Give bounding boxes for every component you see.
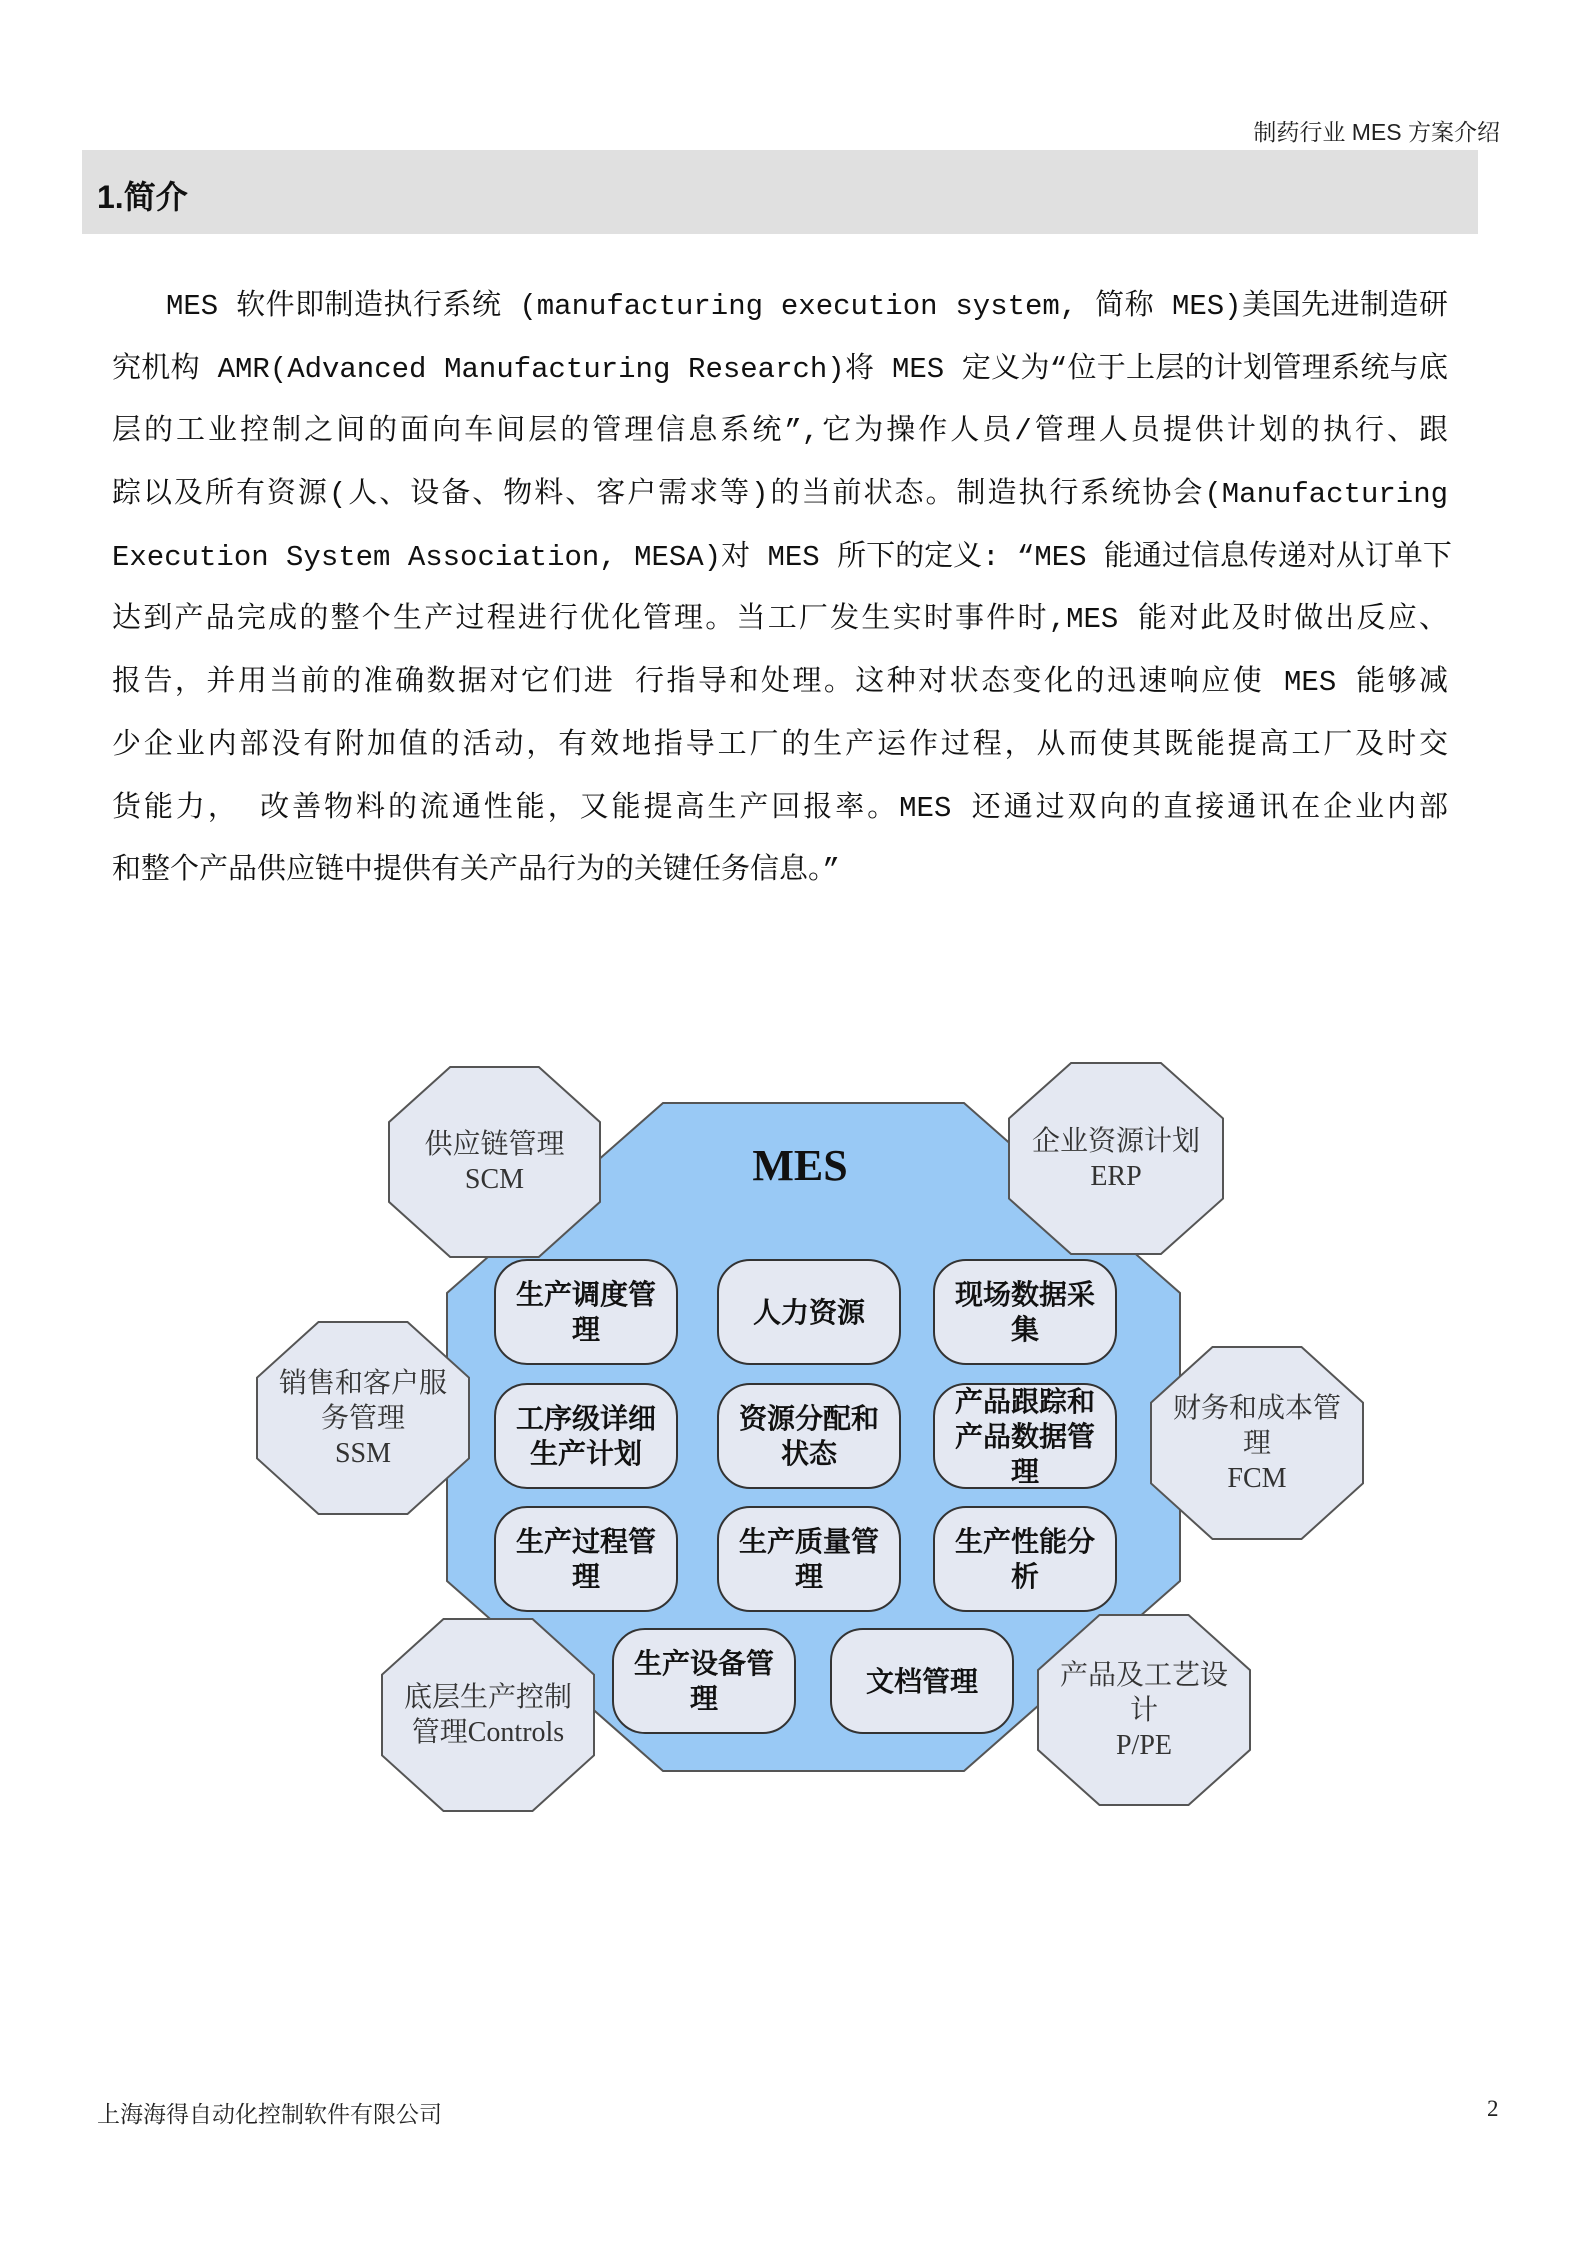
outer-label-controls	[382, 1619, 594, 1811]
label-line: 管理Controls	[411, 1717, 565, 1748]
label-line: ERP	[1090, 1160, 1142, 1192]
paragraph-line: 踪以及所有资源(人、设备、物料、客户需求等)的当前状态。制造执行系统协会(Manufacturing	[112, 478, 1448, 512]
label-line: SSM	[334, 1437, 392, 1469]
paragraph-line: 究机构 AMR(Advanced Manufacturing Research)将 MES 定义为“位于上层的计划管理系统与底	[112, 352, 1448, 386]
mes-title: MES	[752, 1140, 848, 1190]
mes-function-label: 工序级详细生产计划	[515, 1402, 656, 1470]
mes-function-label: 人力资源	[752, 1295, 865, 1329]
label-line: SCM	[464, 1164, 525, 1195]
outer-label-scm	[389, 1067, 600, 1257]
outer-label-ppe	[1038, 1615, 1250, 1805]
outer-label-ssm	[257, 1322, 469, 1514]
label-line: 销售和客户服	[278, 1367, 447, 1399]
paragraph-line: 报告，并用当前的准确数据对它们进 行指导和处理。这种对状态变化的迅速响应使 MES 能够减	[112, 666, 1448, 700]
mes-function-label: 资源分配和状态	[738, 1402, 879, 1470]
mes-function-label: 文档管理	[865, 1664, 978, 1698]
label-line: 计	[1129, 1694, 1158, 1726]
label-line: 财务和成本管	[1172, 1392, 1341, 1424]
mes-function-label: 生产过程管理	[515, 1525, 656, 1593]
mes-function-label: 生产质量管理	[738, 1525, 879, 1593]
running-header: 制药行业 MES 方案介绍	[1253, 119, 1500, 145]
label-line: P/PE	[1115, 1729, 1172, 1761]
footer-company: 上海海得自动化控制软件有限公司	[97, 2102, 442, 2127]
mes-function-label: 生产设备管理	[633, 1647, 774, 1715]
paragraph-line: 达到产品完成的整个生产过程进行优化管理。当工厂发生实时事件时,MES 能对此及时做出反应、	[112, 603, 1448, 637]
label-line: FCM	[1227, 1462, 1287, 1494]
paragraph-line: Execution System Association, MESA)对 MES 所下的定义: “MES 能通过信息传递对从订单下	[112, 540, 1452, 574]
label-line: 底层生产控制	[403, 1682, 572, 1713]
section-title: 1.简介	[97, 179, 188, 215]
page-number: 2	[1487, 2096, 1499, 2121]
paragraph-line: 和整个产品供应链中提供有关产品行为的关键任务信息。”	[112, 854, 840, 888]
mes-function-label: 生产性能分析	[954, 1525, 1095, 1593]
label-line: 企业资源计划	[1031, 1125, 1200, 1157]
label-line: 理	[1242, 1427, 1271, 1459]
paragraph-line: 少企业内部没有附加值的活动，有效地指导工厂的生产运作过程，从而使其既能提高工厂及时交	[112, 728, 1448, 762]
label-line: 供应链管理	[424, 1129, 565, 1160]
label-line: 产品及工艺设	[1059, 1659, 1228, 1691]
mes-function-label: 产品跟踪和产品数据管理	[954, 1384, 1095, 1488]
mes-function-label: 生产调度管理	[515, 1278, 656, 1346]
outer-label-erp	[1009, 1063, 1223, 1254]
label-line: 务管理	[320, 1402, 405, 1434]
outer-label-fcm	[1151, 1347, 1363, 1539]
mes-function-label: 现场数据采集	[954, 1278, 1095, 1346]
paragraph-line: MES 软件即制造执行系统 (manufacturing execution system, 简称 MES)美国先进制造研	[166, 290, 1448, 323]
paragraph-line: 货能力， 改善物料的流通性能，又能提高生产回报率。MES 还通过双向的直接通讯在企业内部	[112, 791, 1448, 825]
paragraph-line: 层的工业控制之间的面向车间层的管理信息系统”,它为操作人员/管理人员提供计划的执行、跟	[112, 415, 1448, 449]
